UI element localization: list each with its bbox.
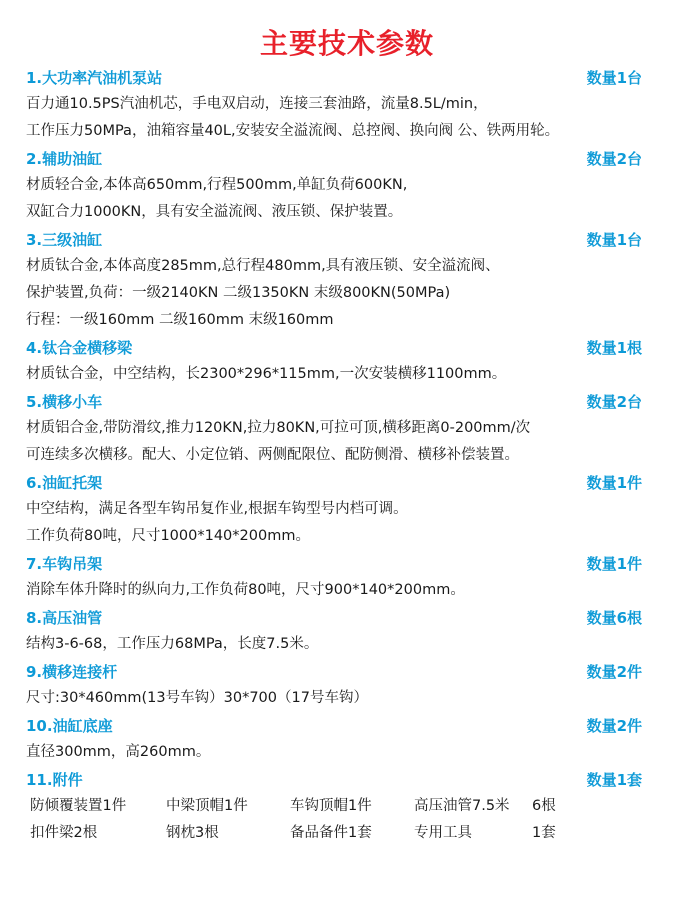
section-text-line: 行程：一级160mm 二级160mm 末级160mm: [26, 312, 334, 328]
section-header: [26, 658, 666, 685]
section-header: [26, 766, 666, 793]
spec-section: [26, 226, 666, 334]
section-heading: 10.油缸底座: [26, 717, 113, 735]
section-text-line: 双缸合力1000KN，具有安全溢流阀、液压锁、保护装置。: [26, 204, 403, 220]
section-quantity: 数量1套: [586, 771, 642, 789]
section-text-line: 材质铝合金,带防滑纹,推力120KN,拉力80KN,可拉可顶,横移距离0-200mm/次: [26, 420, 531, 436]
section-header: [26, 469, 666, 496]
section-header: [26, 226, 666, 253]
section-text-line: 材质钛合金，中空结构，长2300*296*115mm,一次安装横移1100mm。: [26, 366, 507, 382]
spec-section: [26, 469, 666, 550]
section-text-line: 尺寸:30*460mm(13号车钩）30*700（17号车钩）: [26, 690, 368, 706]
section-header: [26, 64, 666, 91]
section-quantity: 数量1台: [586, 231, 642, 249]
section-text-line: 百力通10.5PS汽油机芯，手电双启动，连接三套油路，流量8.5L/min，: [26, 96, 488, 112]
spec-section: [26, 766, 666, 793]
section-text-line: 可连续多次横移。配大、小定位销、两侧配限位、配防侧滑、横移补偿装置。: [26, 447, 519, 463]
accessory-item: 高压油管7.5米: [414, 798, 510, 814]
section-heading: 6.油缸托架: [26, 474, 103, 492]
spec-section: [26, 64, 666, 145]
section-heading: 5.横移小车: [26, 393, 103, 411]
accessory-item: 防倾覆装置1件: [30, 798, 127, 814]
section-quantity: 数量2台: [586, 393, 642, 411]
spec-list: [26, 64, 666, 847]
section-header: [26, 334, 666, 361]
section-header: [26, 145, 666, 172]
spec-section: [26, 145, 666, 226]
accessory-item: 扣件梁2根: [30, 825, 98, 841]
section-header: [26, 550, 666, 577]
section-header: [26, 712, 666, 739]
accessory-item: 备品备件1套: [290, 825, 372, 841]
spec-section: [26, 712, 666, 766]
section-heading: 8.高压油管: [26, 609, 103, 627]
section-text-line: 材质钛合金,本体高度285mm,总行程480mm,具有液压锁、安全溢流阀、: [26, 258, 500, 274]
accessory-item: 1套: [532, 825, 556, 841]
accessory-item: 钢枕3根: [166, 825, 219, 841]
section-header: [26, 388, 666, 415]
section-quantity: 数量6根: [586, 609, 642, 627]
section-quantity: 数量1台: [586, 69, 642, 87]
accessory-item: 6根: [532, 798, 556, 814]
section-quantity: 数量1根: [586, 339, 642, 357]
section-quantity: 数量2件: [586, 717, 642, 735]
section-heading: 9.横移连接杆: [26, 663, 118, 681]
section-heading: 3.三级油缸: [26, 231, 103, 249]
section-quantity: 数量2件: [586, 663, 642, 681]
section-heading: 2.辅助油缸: [26, 150, 103, 168]
section-quantity: 数量1件: [586, 474, 642, 492]
spec-section: [26, 334, 666, 388]
section-quantity: 数量2台: [586, 150, 642, 168]
section-text-line: 中空结构，满足各型车钩吊复作业,根据车钩型号内档可调。: [26, 501, 408, 517]
spec-section: [26, 550, 666, 604]
section-text-line: 保护装置,负荷：一级2140KN 二级1350KN 末级800KN(50MPa): [26, 285, 451, 301]
section-header: [26, 604, 666, 631]
page-title: 主要技术参数: [259, 27, 434, 60]
section-heading: 11.附件: [26, 771, 83, 789]
section-text-line: 工作压力50MPa，油箱容量40L,安装安全溢流阀、总控阀、换向阀 公、铁两用轮。: [26, 123, 560, 139]
accessory-item: 专用工具: [414, 825, 472, 841]
section-text-line: 材质轻合金,本体高650mm,行程500mm,单缸负荷600KN,: [26, 177, 408, 193]
section-quantity: 数量1件: [586, 555, 642, 573]
section-heading: 1.大功率汽油机泵站: [26, 69, 163, 87]
spec-section: [26, 604, 666, 658]
accessories-row: [26, 793, 666, 820]
accessories-row: [26, 820, 666, 847]
section-heading: 7.车钩吊架: [26, 555, 103, 573]
accessory-item: 车钩顶帽1件: [290, 798, 372, 814]
section-text-line: 工作负荷80吨，尺寸1000*140*200mm。: [26, 528, 310, 544]
section-heading: 4.钛合金横移梁: [26, 339, 133, 357]
section-text-line: 直径300mm，高260mm。: [26, 744, 211, 760]
section-text-line: 消除车体升降时的纵向力,工作负荷80吨，尺寸900*140*200mm。: [26, 582, 465, 598]
section-text-line: 结构3-6-68，工作压力68MPa，长度7.5米。: [26, 636, 319, 652]
accessory-item: 中梁顶帽1件: [166, 798, 248, 814]
spec-section: [26, 658, 666, 712]
accessories-list: [26, 793, 666, 847]
spec-section: [26, 388, 666, 469]
